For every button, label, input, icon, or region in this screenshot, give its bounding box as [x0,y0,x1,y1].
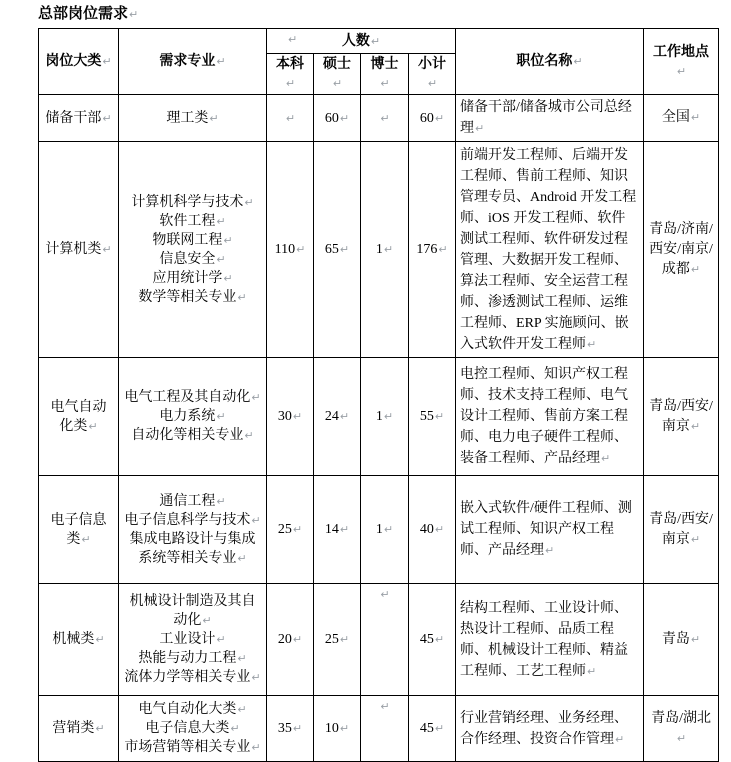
paragraph-mark: ↵ [690,111,701,124]
paragraph-mark: ↵ [690,419,701,433]
cell-location: 青岛/西安/南京↵ [644,358,719,476]
table-row [39,476,719,584]
paragraph-mark: ↵ [251,671,261,684]
paragraph-mark: ↵ [383,523,394,536]
paragraph-mark: ↵ [102,243,112,256]
cell-category: 营销类↵ [39,696,119,762]
header-cell-master: 硕士↵ [314,54,361,95]
paragraph-mark: ↵ [434,523,445,536]
cell-subtotal-count: 55↵ [409,358,456,476]
paragraph-mark: ↵ [251,741,261,754]
paragraph-mark: ↵ [81,532,91,546]
table-row [39,358,719,476]
paragraph-mark: ↵ [102,111,112,125]
cell-bachelor-count: 35↵ [267,696,314,762]
cell-doctor-count [361,584,409,696]
cell-doctor-count: 1↵ [361,358,409,476]
paragraph-mark: ↵ [676,731,687,745]
cell-location: 青岛/湖北↵ [644,696,719,762]
cell-doctor-count: 1↵ [361,476,409,584]
cell-location: 全国↵ [644,95,719,142]
paragraph-mark: ↵ [285,77,296,90]
header-cell-subtotal: 小计↵ [409,54,456,95]
paragraph-mark: ↵ [339,243,350,256]
paragraph-mark: ↵ [292,523,303,536]
paragraph-mark: ↵ [237,551,247,565]
paragraph-mark: ↵ [339,410,350,423]
cell-master-count: 14↵ [314,476,361,584]
header-headcount-text: 人数↵ [341,33,381,49]
paragraph-mark: ↵ [339,111,350,125]
paragraph-mark: ↵ [95,633,105,646]
paragraph-mark: ↵ [427,77,438,90]
paragraph-mark: ↵ [296,243,306,256]
cell-location: 青岛↵ [644,584,719,696]
paragraph-mark: ↵ [251,513,261,527]
paragraph-mark: ↵ [587,337,597,351]
paragraph-mark: ↵ [332,77,343,90]
paragraph-mark: ↵ [587,664,597,678]
paragraph-mark: ↵ [237,652,247,665]
cell-subtotal-count: 45↵ [409,696,456,762]
cell-subtotal-count: 176↵ [409,142,456,358]
paragraph-mark: ↵ [434,410,445,423]
page-title-text: 总部岗位需求 [38,6,129,22]
paragraph-mark: ↵ [202,614,212,627]
paragraph-mark: ↵ [676,64,687,78]
table-row [39,142,719,358]
cell-subtotal-count: 40↵ [409,476,456,584]
paragraph-mark: ↵ [292,722,303,735]
page-title [38,4,731,25]
paragraph-mark: ↵ [615,732,625,746]
paragraph-mark: ↵ [339,523,350,536]
paragraph-mark: ↵ [339,633,350,646]
header-cell-category: 岗位大类↵ [39,29,119,95]
paragraph-mark: ↵ [380,700,390,713]
header-cell-positions: 职位名称↵ [456,29,644,95]
header-cell-location: 工作地点↵ [644,29,719,95]
cell-positions: 行业营销经理、业务经理、合作经理、投资合作管理↵ [456,696,644,762]
cell-master-count: 24↵ [314,358,361,476]
paragraph-mark: ↵ [601,452,611,465]
cell-majors: 机械设计制造及其自动化↵ 工业设计↵ 热能与动力工程↵ 流体力学等相关专业↵ [119,584,267,696]
cell-doctor-count [361,95,409,142]
cell-bachelor-count: 25↵ [267,476,314,584]
paragraph-mark: ↵ [251,391,261,404]
cell-positions: 前端开发工程师、后端开发工程师、售前工程师、知识管理专员、Android 开发工程师、iOS 开发工程师、软件测试工程师、软件研发过程管理、大数据开发工程师、算法工程师、安全运营工程师、渗透测试工程师、运维工程师、ERP 实施顾问、嵌入式软件开发工程师↵ [456,142,644,358]
paragraph-mark: ↵ [475,122,485,135]
paragraph-mark: ↵ [383,243,394,256]
cell-subtotal-count: 60↵ [409,95,456,142]
paragraph-mark: ↵ [380,588,390,601]
paragraph-mark: ↵ [237,290,247,304]
paragraph-mark: ↵ [216,633,226,646]
paragraph-mark: ↵ [209,111,219,125]
cell-category: 计算机类↵ [39,142,119,358]
paragraph-mark: ↵ [434,722,445,735]
cell-majors: 理工类↵ [119,95,267,142]
paragraph-mark: ↵ [88,419,98,433]
paragraph-mark: ↵ [434,111,445,125]
cell-positions: 储备干部/储备城市公司总经理↵ [456,95,644,142]
cell-positions: 结构工程师、工业设计师、热设计工程师、品质工程师、机械设计工程师、精益工程师、工艺工程师↵ [456,584,644,696]
header-cell-bachelor: 本科↵ [267,54,314,95]
paragraph-mark: ↵ [216,252,226,266]
paragraph-mark: ↵ [216,214,226,228]
paragraph-mark: ↵ [573,55,583,68]
header-row-top [39,29,719,54]
headcount-requirements-table [38,28,719,762]
paragraph-mark: ↵ [216,55,226,68]
cell-doctor-count [361,696,409,762]
paragraph-mark: ↵ [380,111,390,125]
cell-majors: 通信工程↵ 电子信息科学与技术↵ 集成电路设计与集成系统等相关专业↵ [119,476,267,584]
paragraph-mark: ↵ [438,243,448,256]
paragraph-mark: ↵ [244,429,254,442]
cell-bachelor-count: 30↵ [267,358,314,476]
paragraph-mark: ↵ [339,722,350,735]
header-cell-doctor: 博士↵ [361,54,409,95]
cell-location: 青岛/西安/南京↵ [644,476,719,584]
paragraph-mark: ↵ [95,722,105,735]
cell-category: 机械类↵ [39,584,119,696]
paragraph-mark: ↵ [292,410,303,423]
cell-positions: 嵌入式软件/硬件工程师、测试工程师、知识产权工程师、产品经理↵ [456,476,644,584]
paragraph-mark: ↵ [690,632,701,646]
header-cell-majors: 需求专业↵ [119,29,267,95]
paragraph-mark: ↵ [292,633,303,646]
cell-bachelor-count [267,95,314,142]
cell-category: 电气自动化类↵ [39,358,119,476]
paragraph-mark: ↵ [288,33,298,46]
paragraph-mark: ↵ [434,633,445,646]
paragraph-mark: ↵ [237,703,247,716]
paragraph-mark: ↵ [285,111,296,125]
cell-category: 电子信息类↵ [39,476,119,584]
paragraph-mark: ↵ [230,722,240,735]
cell-majors: 电气自动化大类↵ 电子信息大类↵ 市场营销等相关专业↵ [119,696,267,762]
cell-category: 储备干部↵ [39,95,119,142]
table-row [39,95,719,142]
cell-subtotal-count: 45↵ [409,584,456,696]
table-row [39,696,719,762]
cell-positions: 电控工程师、知识产权工程师、技术支持工程师、电气设计工程师、售前方案工程师、电力电子硬件工程师、装备工程师、产品经理↵ [456,358,644,476]
paragraph-mark: ↵ [545,544,555,557]
paragraph-mark: ↵ [102,55,112,68]
cell-doctor-count: 1↵ [361,142,409,358]
cell-master-count: 25↵ [314,584,361,696]
paragraph-mark: ↵ [690,532,701,546]
cell-location: 青岛/济南/西安/南京/成都↵ [644,142,719,358]
paragraph-mark: ↵ [129,8,139,21]
header-cell-headcount [267,29,456,54]
paragraph-mark: ↵ [383,410,394,423]
paragraph-mark: ↵ [380,77,390,90]
paragraph-mark: ↵ [216,410,226,423]
cell-master-count: 60↵ [314,95,361,142]
cell-majors: 电气工程及其自动化↵ 电力系统↵ 自动化等相关专业↵ [119,358,267,476]
cell-bachelor-count: 20↵ [267,584,314,696]
cell-majors: 计算机科学与技术↵ 软件工程↵ 物联网工程↵ 信息安全↵ 应用统计学↵ 数学等相关专业↵ [119,142,267,358]
cell-bachelor-count: 110↵ [267,142,314,358]
paragraph-mark: ↵ [223,271,233,285]
paragraph-mark: ↵ [223,233,233,247]
table-row [39,584,719,696]
cell-master-count: 10↵ [314,696,361,762]
cell-master-count: 65↵ [314,142,361,358]
paragraph-mark: ↵ [370,34,381,48]
paragraph-mark: ↵ [244,195,254,209]
paragraph-mark: ↵ [690,262,701,276]
paragraph-mark: ↵ [216,494,226,508]
